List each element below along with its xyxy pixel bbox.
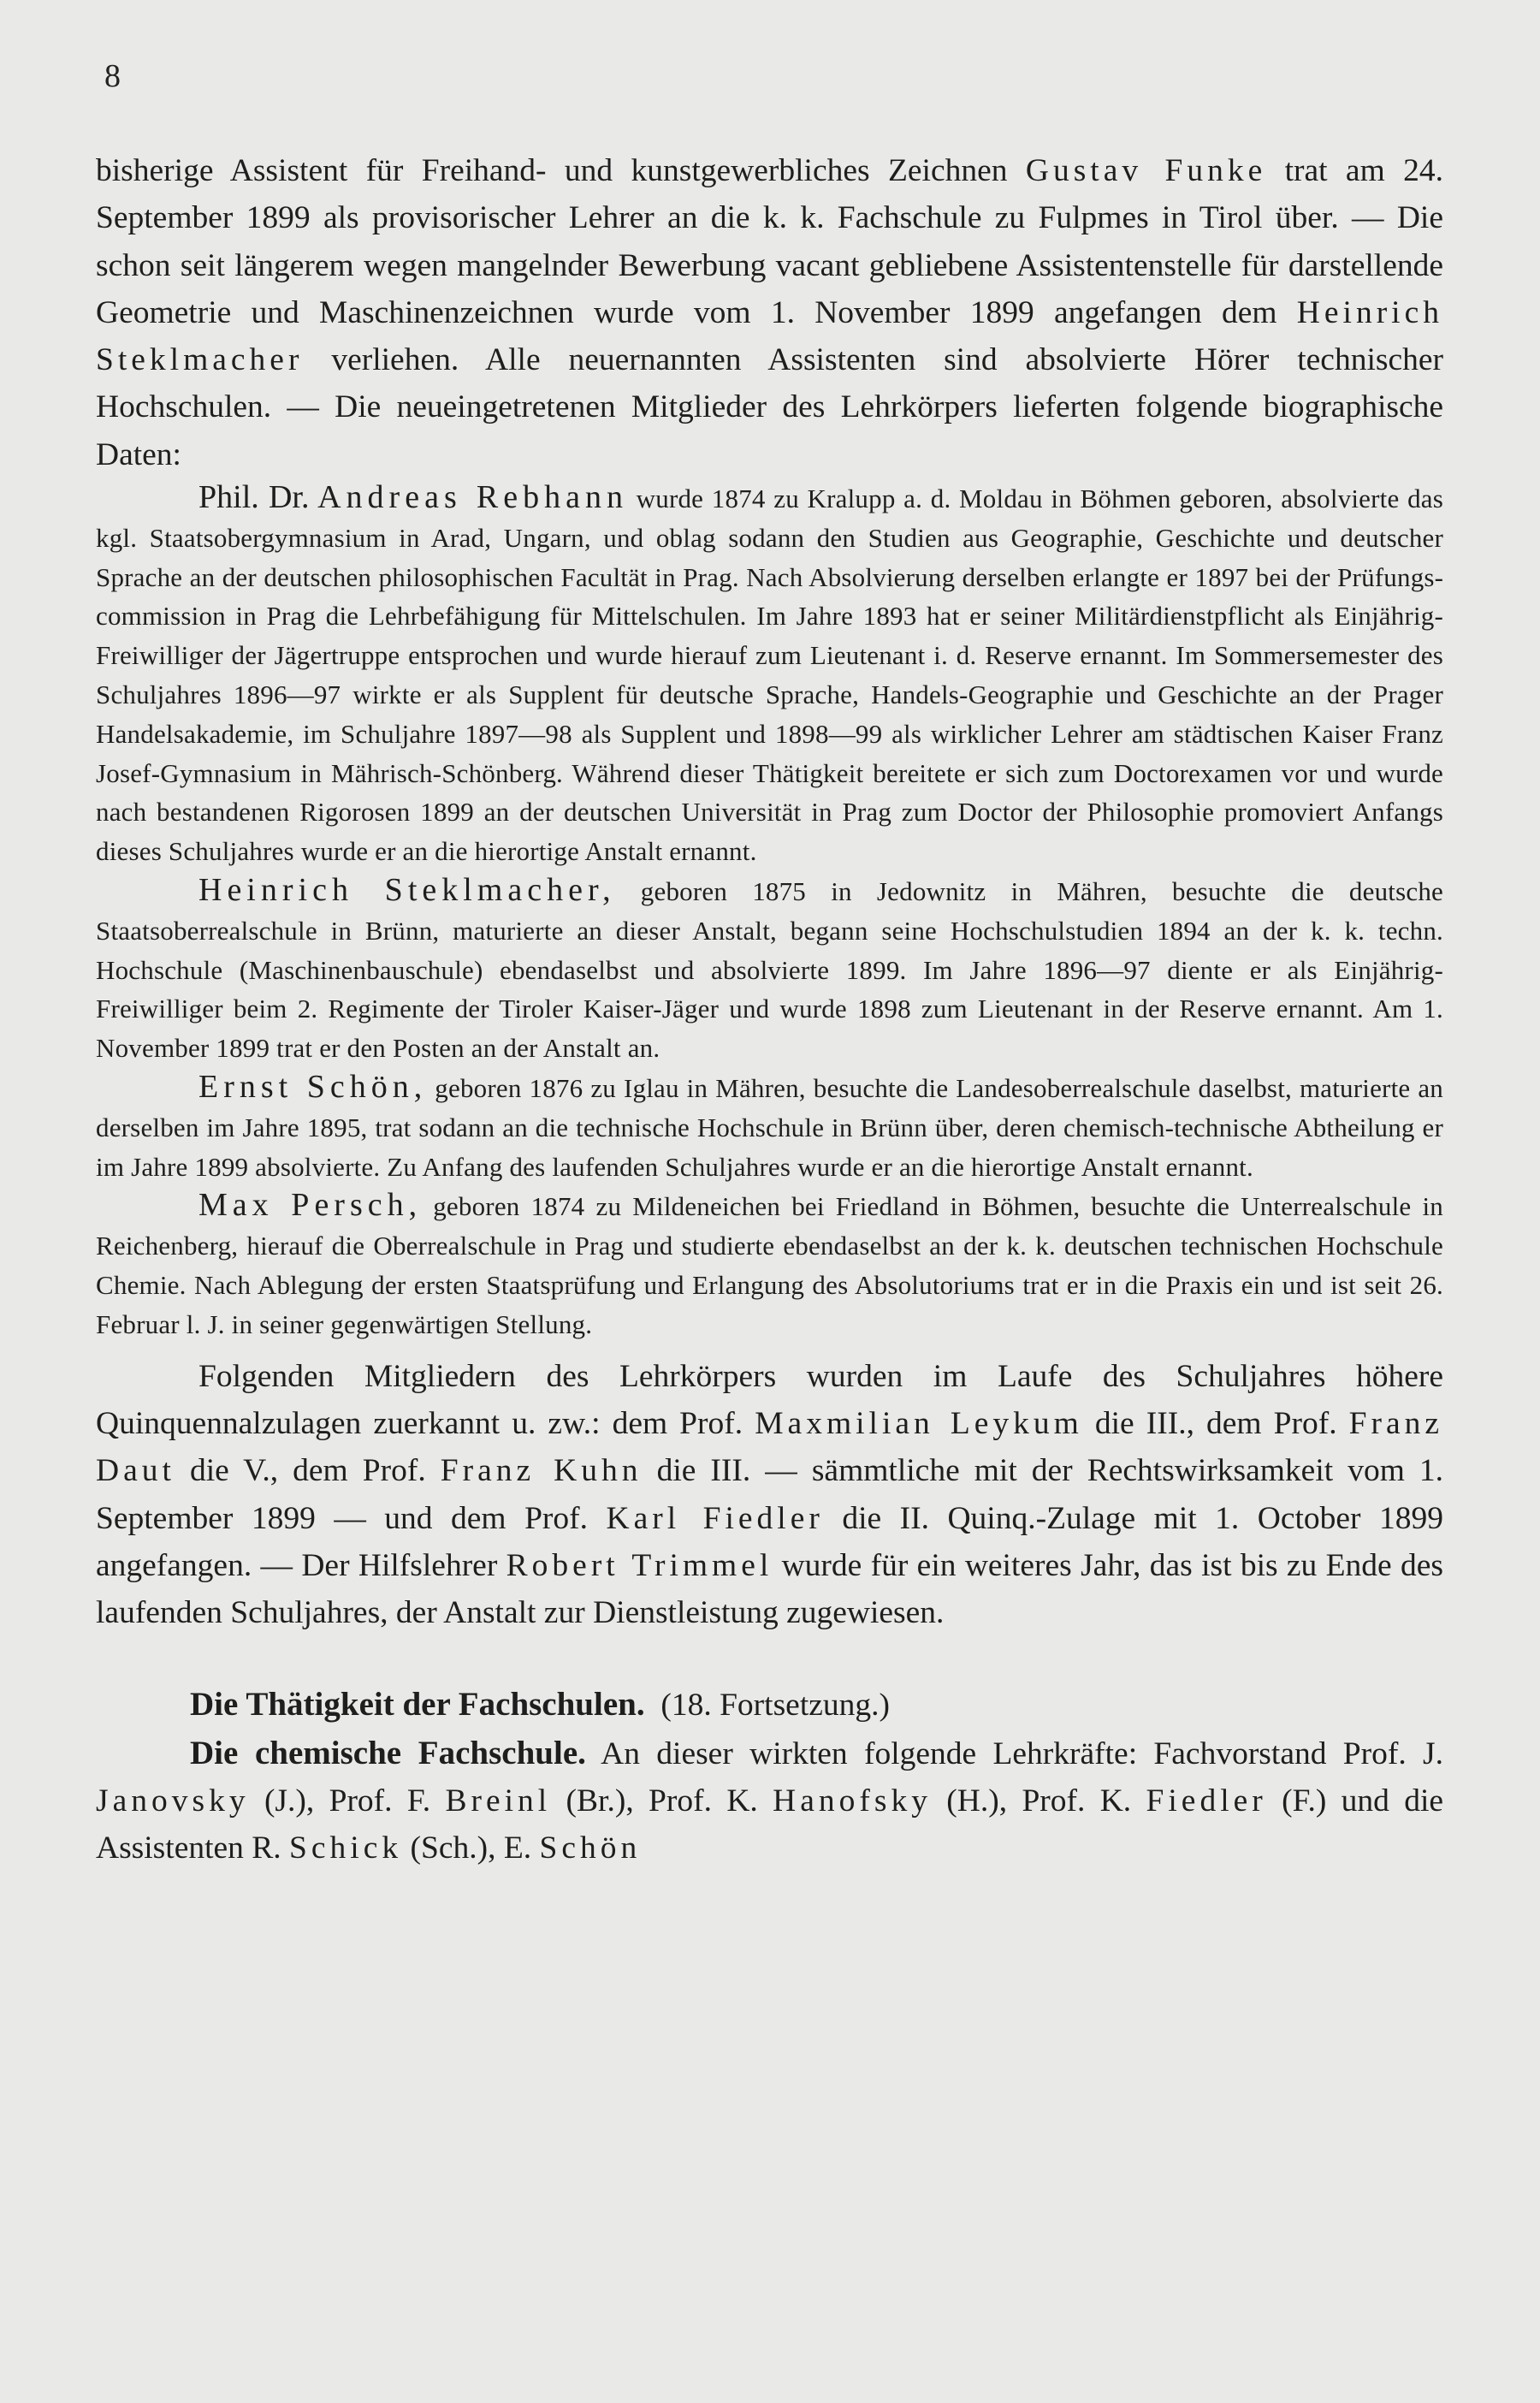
bio-text-persch: geboren 1874 zu Mildeneichen bei Friedland in Böhmen, besuchte die Unterrealschule in Reichenberg, hierauf die Oberrealschule in Prag und studierte ebendaselbst an der k. k. deutschen technischen Hochschule Chemie. Nach Ablegung der ersten Staatsprüfung und Erlangung des Absolutoriums trat er in die Praxis ein und ist seit 26. Februar l. J. in seiner gegenwärtigen Stellung. (96, 1191, 1443, 1339)
person-name-fiedler-2: Fiedler (1146, 1783, 1267, 1819)
staff-text-5: (F.) und die Assistenten R. (96, 1783, 1444, 1866)
bio-steklmacher (96, 871, 1443, 1068)
intro-paragraph (96, 147, 1443, 478)
bio-text-schoen: geboren 1876 zu Iglau in Mähren, besuchte die Landesoberrealschule daselbst, maturierte an derselben im Jahre 1895, trat sodann an die technische Hochschule in Brünn über, deren chemisch-technische Abtheilung er im Jahre 1899 absolvierte. Zu Anfang des laufenden Schuljahres wurde er an die hierortige Anstalt ernannt. (96, 1073, 1443, 1182)
bio-persch (96, 1186, 1443, 1344)
person-name-daut: Franz Daut (96, 1405, 1444, 1489)
staff-text-3: (Br.), Prof. K. (566, 1783, 758, 1819)
staff-text-4: (H.), Prof. K. (946, 1783, 1132, 1819)
section-fachschulen (96, 1681, 1443, 1872)
quinq-text-2: die III., dem Prof. (1094, 1405, 1337, 1441)
staff-text-1: An dieser wirkten folgende Lehrkräfte: Fachvorstand Prof. J. (601, 1736, 1444, 1771)
body-text (96, 147, 1443, 1872)
intro-text-1: bisherige Assistent für Freihand- und kunstgewerbliches Zeichnen (96, 153, 1008, 188)
person-name-leykum: Maxmilian Leykum (755, 1405, 1083, 1441)
person-name-funke: Gustav Funke (1025, 153, 1267, 188)
person-name-steklmacher: Heinrich Steklmacher (96, 294, 1443, 378)
person-name-breinl: Breinl (445, 1783, 552, 1819)
person-name-hanofsky: Hanofsky (773, 1783, 932, 1819)
bio-text-rebhann: wurde 1874 zu Kralupp a. d. Moldau in Böhmen geboren, absolvierte das kgl. Staatsobergymnasium in Arad, Ungarn, und oblag sodann den Studien aus Geographie, Geschichte und deutscher Sprache an der deutschen philosophischen Facultät in Prag. Nach Absolvierung derselben erlangte er 1897 bei der Prüfungscommission in Prag die Lehrbefähigung für Mittelschulen. Im Jahre 1893 hat er seiner Militärdienstpflicht als Einjährig-Freiwilliger der Jägertruppe entsprochen und wurde hierauf zum Lieutenant i. d. Reserve ernannt. Im Sommersemester des Schuljahres 1896—97 wirkte er als Supplent für deutsche Sprache, Handels-Geographie und Geschichte an der Prager Handelsakademie, im Schuljahre 1897—98 als Supplent und 1898—99 als wirklicher Lehrer am städtischen Kaiser Franz Josef-Gymnasium in Mährisch-Schönberg. Während dieser Thätigkeit bereitete er sich zum Doctorexamen vor und wurde nach bestandenen Rigorosen 1899 an der deutschen Universität in Prag zum Doctor der Philosophie promoviert Anfangs dieses Schuljahres wurde er an die hierortige Anstalt ernannt. (96, 484, 1444, 867)
person-name-kuhn: Franz Kuhn (440, 1453, 643, 1489)
quinq-text-6: wurde für ein weiteres Jahr, das ist bis zu Ende des laufenden Schuljahres, der Anstalt zur Dienstleistung zugewiesen. (96, 1547, 1444, 1631)
person-name-fiedler: Karl Fiedler (606, 1500, 824, 1536)
bio-prefix: Phil. Dr. (198, 479, 310, 516)
quinquennial-paragraph (96, 1353, 1443, 1637)
bio-name-steklmacher: Heinrich Steklmacher, (198, 872, 616, 909)
section-heading-note: (18. Fortsetzung.) (660, 1688, 891, 1724)
section-heading: Die Thätigkeit der Fachschulen. (190, 1686, 645, 1724)
bio-name-persch: Max Persch, (198, 1187, 423, 1224)
person-name-janovsky: Janovsky (96, 1783, 250, 1819)
quinq-text-3: die V., dem Prof. (189, 1453, 426, 1489)
chemical-school-paragraph (96, 1730, 1443, 1872)
bio-rebhann (96, 478, 1443, 871)
section-heading-line (96, 1681, 1443, 1729)
bio-schoen (96, 1068, 1443, 1186)
intro-text-2: trat am 24. September 1899 als provisorischer Lehrer an die k. k. Fachschule zu Fulpmes in Tirol über. — Die schon seit längerem wegen mangelnder Bewerbung vacant gebliebene Assistentenstelle für darstellende Geometrie und Maschinenzeichnen wurde vom 1. November 1899 angefangen dem (96, 153, 1443, 330)
sub-heading: Die chemische Fachschule. (190, 1734, 586, 1771)
staff-text-6: (Sch.), E. (410, 1830, 532, 1866)
person-name-trimmel: Robert Trimmel (506, 1547, 773, 1583)
quinq-text-5: die II. Quinq.-Zulage mit 1. October 1899 angefangen. — Der Hilfslehrer (96, 1500, 1444, 1583)
person-name-schick: Schick (289, 1830, 403, 1866)
staff-text-2: (J.), Prof. F. (264, 1783, 431, 1819)
bio-name-schoen: Ernst Schön, (198, 1069, 428, 1106)
intro-text-3: verliehen. Alle neuernannten Assistenten sind absolvierte Hörer technischer Hochschulen. — Die neueingetretenen Mitglieder des Lehrkörpers lieferten folgende biographische Daten: (96, 342, 1443, 472)
quinq-text-1: Folgenden Mitgliedern des Lehrkörpers wurden im Laufe des Schuljahres höhere Quinquennalzulagen zuerkannt u. zw.: dem Prof. (96, 1358, 1443, 1441)
bio-name-rebhann: Andreas Rebhann (317, 479, 629, 516)
person-name-schoen-2: Schön (539, 1830, 642, 1866)
bio-text-steklmacher: geboren 1875 in Jedownitz in Mähren, besuchte die deutsche Staatsoberrealschule in Brünn, maturierte an dieser Anstalt, begann seine Hochschulstudien 1894 an der k. k. techn. Hochschule (Maschinenbauschule) ebendaselbst und absolvierte 1899. Im Jahre 1896—97 diente er als Einjährig-Freiwilliger beim 2. Regimente der Tiroler Kaiser-Jäger und wurde 1898 zum Lieutenant in der Reserve ernannt. Am 1. November 1899 trat er den Posten an der Anstalt an. (96, 876, 1443, 1064)
quinq-text-4: die III. — sämmtliche mit der Rechtswirksamkeit vom 1. September 1899 — und dem Prof. (96, 1453, 1444, 1536)
page-number: 8 (104, 58, 121, 94)
